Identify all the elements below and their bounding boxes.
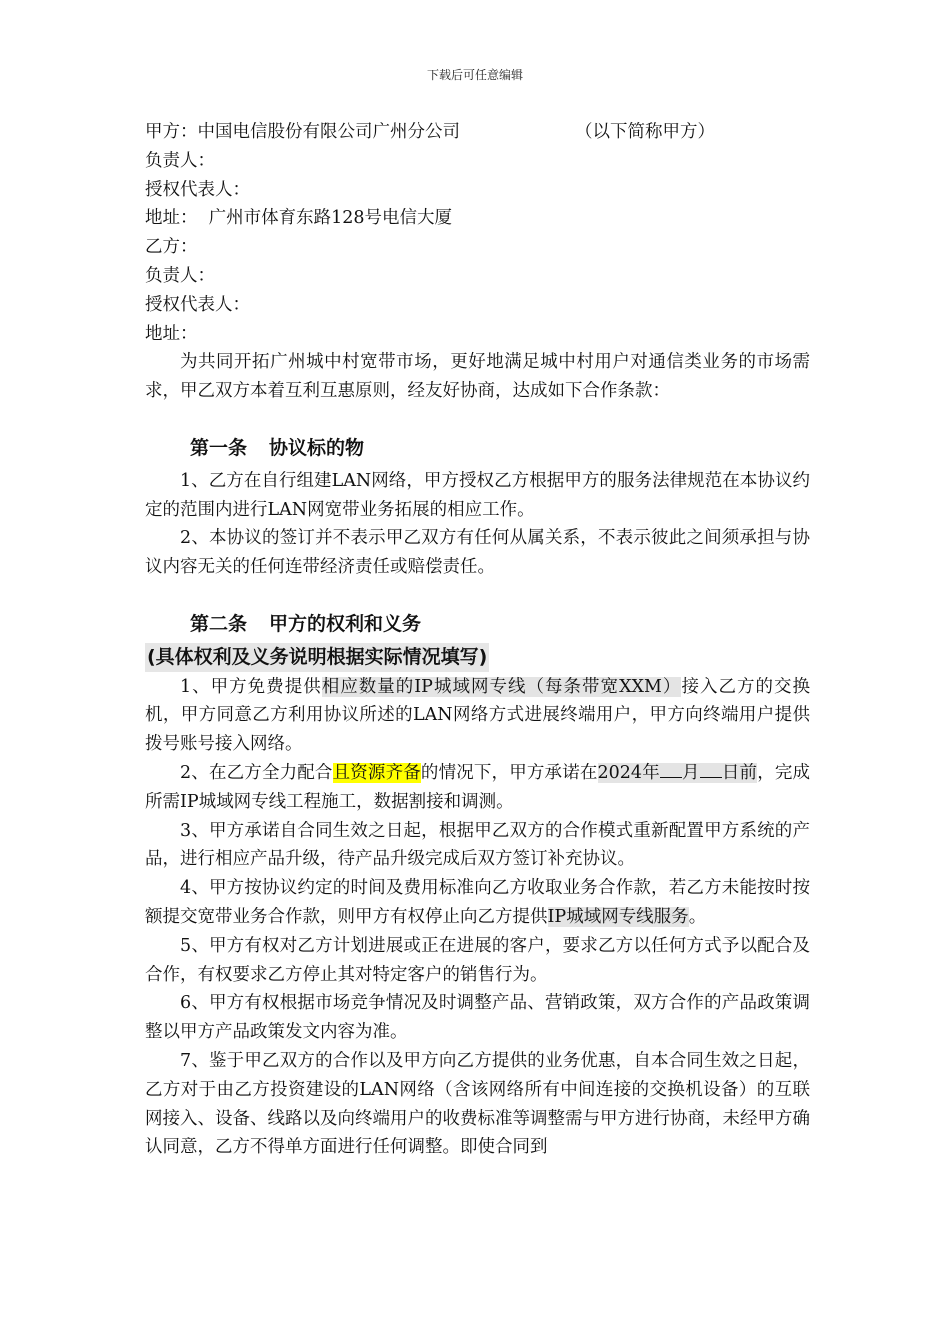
article-2-subheading: (具体权利及义务说明根据实际情况填写) [145, 643, 489, 672]
article-1-number: 第一条 [190, 436, 248, 459]
article-2-clause-6: 6、甲方有权根据市场竞争情况及时调整产品、营销政策，双方合作的产品政策调整以甲方产品政策发文内容为准。 [145, 993, 810, 1043]
party-a-leader: 负责人： [145, 150, 215, 171]
clause-text: 。 [688, 906, 707, 927]
highlighted-text: 相应数量的IP城域网专线（每条带宽XXM） [321, 676, 682, 697]
party-a-line [145, 118, 810, 147]
page-header: 下载后可任意编辑 [426, 68, 523, 82]
yellow-highlight: 且资源齐备 [332, 762, 421, 783]
party-b-leader: 负责人： [145, 265, 215, 286]
party-a-representative: 授权代表人： [145, 179, 250, 200]
article-1-title: 协议标的物 [269, 436, 365, 459]
article-2-clause-3: 3、甲方承诺自合同生效之日起，根据甲乙双方的合作模式重新配置甲方系统的产品，进行相应产品升级，待产品升级完成后双方签订补充协议。 [145, 820, 810, 870]
article-2-clause-4 [145, 874, 810, 932]
party-b-address: 地址： [145, 323, 198, 344]
article-1-heading [145, 434, 810, 463]
article-2-heading [145, 610, 810, 639]
article-2-clause-7: 7、鉴于甲乙双方的合作以及甲方向乙方提供的业务优惠，自本合同生效之日起，乙方对于由乙方投资建设的LAN网络（含该网络所有中间连接的交换机设备）的互联网接入、设备、线路以及向终端用户的收费标准等调整需与甲方进行协商，未经甲方确认同意，乙方不得单方面进行任何调整。即使合同到 [145, 1050, 810, 1158]
date-day: 日前 [721, 762, 758, 783]
article-2-clause-5: 5、甲方有权对乙方计划进展或正在进展的客户，要求乙方以任何方式予以配合及合作，有权要求乙方停止其对特定客户的销售行为。 [145, 935, 810, 985]
clause-text: 4、甲方按协议约定的时间及费用标准向乙方收取业务合作款，若乙方未能按时按额提交宽带业务合作款，则甲方有权停止向乙方提供 [145, 878, 810, 927]
party-a-note: （以下简称甲方） [575, 122, 715, 142]
clause-text: 接入乙方的交换机，甲方同意乙方利用协议所述的LAN网络方式进展终端用户，甲方向终端用户提供拨号账号接入网络。 [145, 676, 810, 755]
article-1-clause-2: 2、本协议的签订并不表示甲乙双方有任何从属关系，不表示彼此之间须承担与协议内容无关的任何连带经济责任或赔偿责任。 [145, 528, 810, 578]
date-month: 月 [681, 762, 700, 783]
date-year: 2024年 [597, 762, 660, 783]
month-blank [660, 759, 682, 778]
clause-text: 的情况下，甲方承诺在 [420, 762, 598, 783]
date-field [598, 763, 758, 783]
document-body [145, 118, 810, 1162]
party-b-name: 乙方： [145, 237, 198, 258]
article-2-subheading-row [145, 643, 810, 673]
clause-text: 2、在乙方全力配合 [180, 762, 333, 783]
article-2-clause-2 [145, 759, 810, 817]
intro-paragraph: 为共同开拓广州城中村宽带市场，更好地满足城中村用户对通信类业务的市场需求，甲乙双方本着互利互惠原则，经友好协商，达成如下合作条款： [145, 352, 810, 402]
highlighted-text: IP城域网专线服务 [547, 906, 689, 927]
party-a-name: 甲方：中国电信股份有限公司广州分公司 [145, 122, 460, 142]
article-1-clause-1: 1、乙方在自行组建LAN网络，甲方授权乙方根据甲方的服务法律规范在本协议约定的范围内进行LAN网宽带业务拓展的相应工作。 [145, 470, 810, 520]
clause-text: ，完成所需IP城域网专线工程施工，数据割接和调测。 [145, 762, 811, 812]
article-2-title: 甲方的权利和义务 [269, 612, 422, 635]
article-2-number: 第二条 [190, 612, 248, 635]
clause-text: 1、甲方免费提供 [180, 676, 322, 697]
party-b-representative: 授权代表人： [145, 294, 250, 315]
day-blank [700, 759, 722, 778]
party-a-address: 地址： 广州市体育东路128号电信大厦 [145, 208, 453, 229]
article-2-clause-1 [145, 673, 810, 759]
